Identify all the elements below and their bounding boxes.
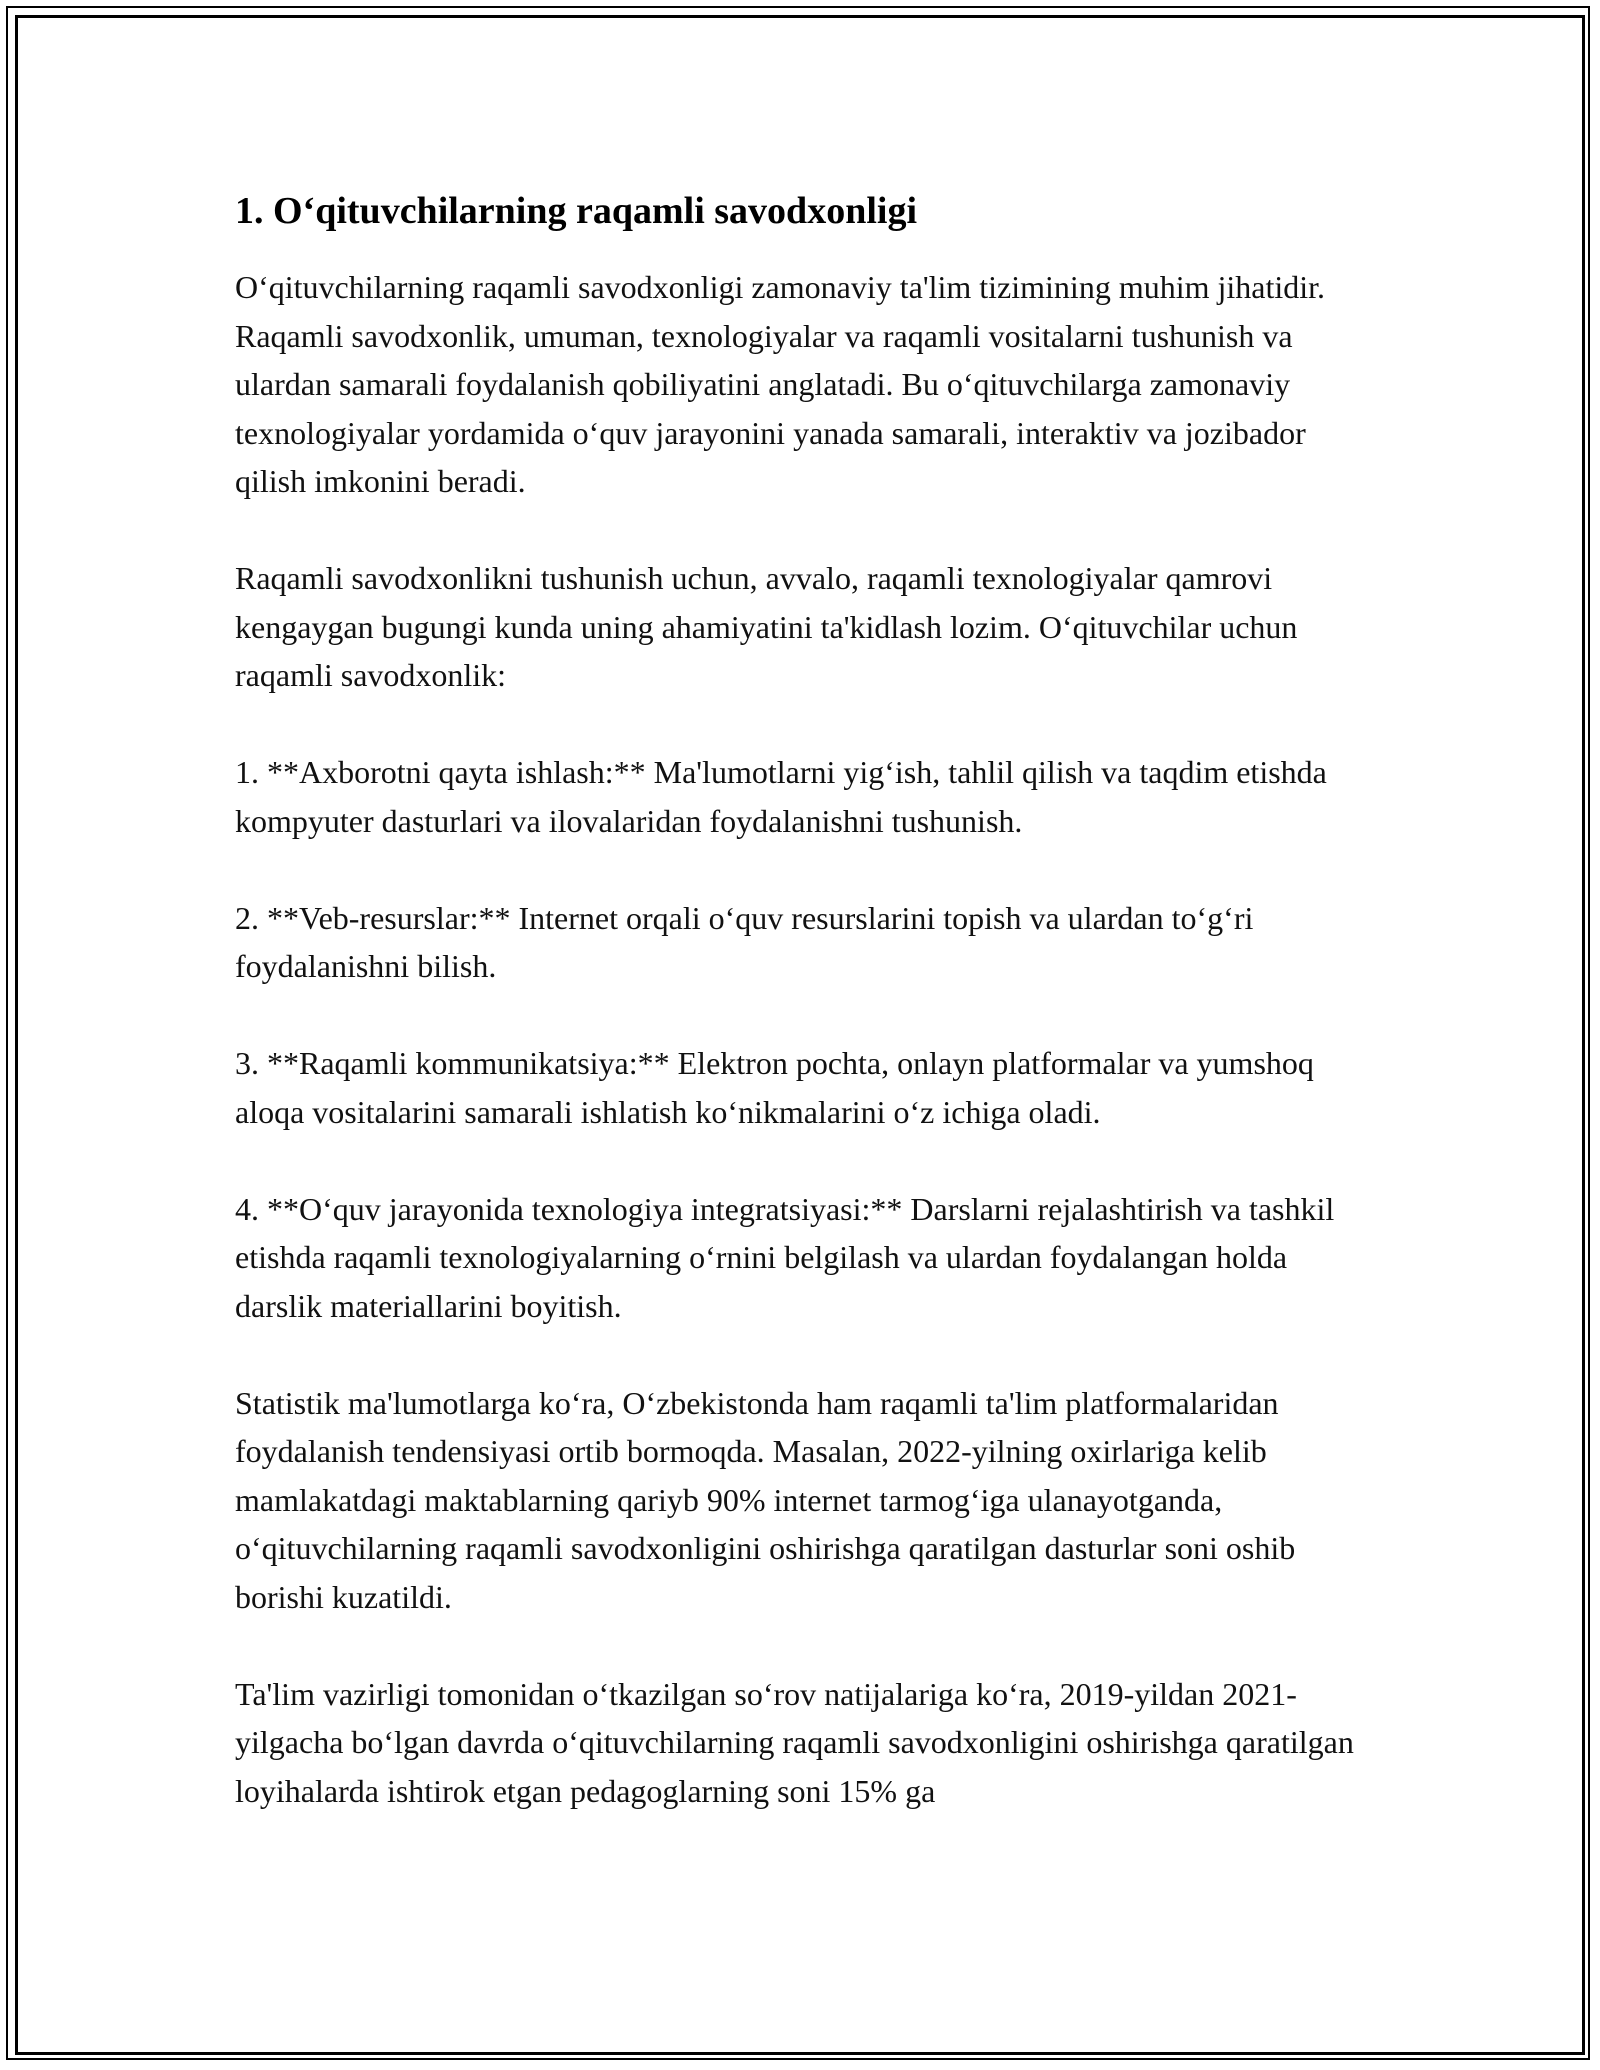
list-item-web-resources: 2. **Veb-resurslar:** Internet orqali o‘quv resurslarini topish va ulardan to‘g‘ri foydalanishni bilish. <box>235 899 1254 984</box>
list-item-technology-integration: 4. **O‘quv jarayonida texnologiya integratsiyasi:** Darslarni rejalashtirish va tashkil etishda raqamli texnologiyalarning o‘rnini belgilash va ulardan foydalangan holda darslik materiallarini boyitish. <box>235 1190 1335 1324</box>
document-body <box>235 185 1365 1864</box>
paragraph-statistics: Statistik ma'lumotlarga ko‘ra, O‘zbekistonda ham raqamli ta'lim platformalaridan foydalanish tendensiyasi ortib bormoqda. Masalan, 2022-yilning oxirlariga kelib mamlakatdagi maktablarning qariyb 90% internet tarmog‘iga ulanayotganda, o‘qituvchilarning raqamli savodxonligini oshirishga qaratilgan dasturlar soni oshib borishi kuzatildi. <box>235 1384 1296 1615</box>
list-item-digital-communication: 3. **Raqamli kommunikatsiya:** Elektron pochta, onlayn platformalar va yumshoq aloqa vositalarini samarali ishlatish ko‘nikmalarini o‘z ichiga oladi. <box>235 1045 1314 1130</box>
page-title: 1. O‘qituvchilarning raqamli savodxonligi <box>235 190 917 232</box>
paragraph-survey: Ta'lim vazirligi tomonidan o‘tkazilgan so‘rov natijalariga ko‘ra, 2019-yildan 2021-yilgacha bo‘lgan davrda o‘qituvchilarning raqamli savodxonligini oshirishga qaratilgan loyihalarda ishtirok etgan pedagoglarning soni 15% ga <box>235 1675 1354 1809</box>
list-item-information-processing: 1. **Axborotni qayta ishlash:** Ma'lumotlarni yig‘ish, tahlil qilish va taqdim etishda kompyuter dasturlari va ilovalaridan foydalanishni tushunish. <box>235 754 1327 839</box>
paragraph-importance: Raqamli savodxonlikni tushunish uchun, avvalo, raqamli texnologiyalar qamrovi kengaygan bugungi kunda uning ahamiyatini ta'kidlash lozim. O‘qituvchilar uchun raqamli savodxonlik: <box>235 560 1298 693</box>
paragraph-intro: O‘qituvchilarning raqamli savodxonligi zamonaviy ta'lim tizimining muhim jihatidir. Raqamli savodxonlik, umuman, texnologiyalar va raqamli vositalarni tushunish va ulardan samarali foydalanish qobiliyatini anglatadi. Bu o‘qituvchilarga zamonaviy texnologiyalar yordamida o‘quv jarayonini yanada samarali, interaktiv va jozibador qilish imkonini beradi. <box>235 269 1326 499</box>
